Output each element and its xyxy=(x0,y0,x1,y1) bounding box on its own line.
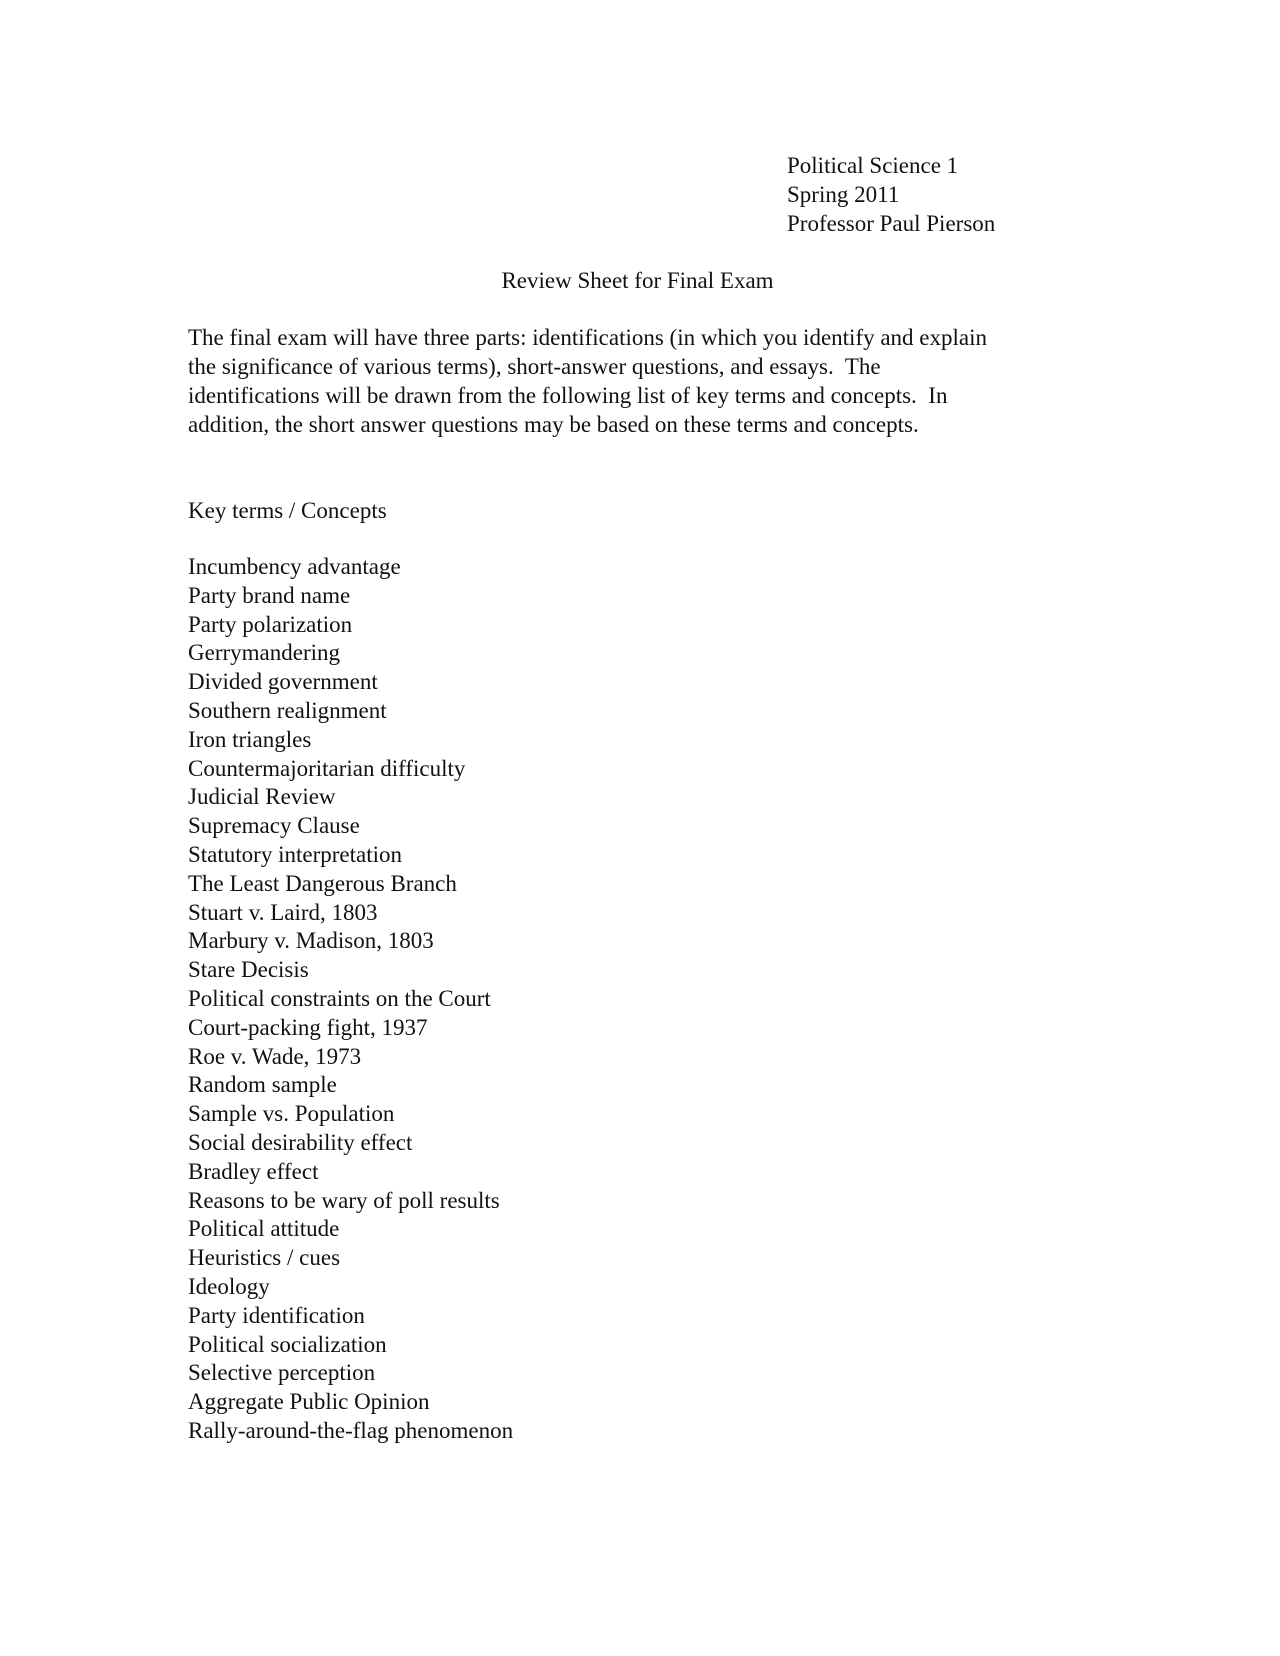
key-term-item: Party polarization xyxy=(188,611,353,637)
key-term-item: Party identification xyxy=(188,1302,365,1328)
key-term-item: Social desirability effect xyxy=(188,1129,413,1155)
key-term-item: Aggregate Public Opinion xyxy=(188,1389,430,1415)
key-term-item: Incumbency advantage xyxy=(188,554,401,579)
intro-line: the significance of various terms), short-answer questions, and essays. The xyxy=(188,354,881,379)
key-term-item: Stuart v. Laird, 1803 xyxy=(188,899,378,925)
key-term-item: Divided government xyxy=(188,669,378,695)
key-terms-heading: Key terms / Concepts xyxy=(188,498,387,523)
key-term-item: Judicial Review xyxy=(188,784,336,810)
key-term-item: Party brand name xyxy=(188,582,351,608)
course-name: Political Science 1 xyxy=(787,153,959,178)
course-header xyxy=(787,151,995,238)
key-term-item: The Least Dangerous Branch xyxy=(188,870,457,896)
key-term-item: Political socialization xyxy=(188,1331,387,1357)
key-term-item: Ideology xyxy=(188,1273,270,1299)
key-term-item: Rally-around-the-flag phenomenon xyxy=(188,1417,514,1443)
key-term-item: Random sample xyxy=(188,1072,337,1098)
key-term-item: Stare Decisis xyxy=(188,957,309,983)
key-term-item: Supremacy Clause xyxy=(188,813,360,839)
key-term-item: Political attitude xyxy=(188,1216,340,1242)
document-title: Review Sheet for Final Exam xyxy=(501,268,774,293)
key-term-item: Court-packing fight, 1937 xyxy=(188,1014,428,1040)
key-term-item: Countermajoritarian difficulty xyxy=(188,755,466,781)
key-term-item: Southern realignment xyxy=(188,697,387,723)
course-term: Spring 2011 xyxy=(787,182,900,207)
key-term-item: Heuristics / cues xyxy=(188,1245,341,1271)
key-terms-list xyxy=(188,553,513,1446)
key-term-item: Gerrymandering xyxy=(188,640,340,666)
key-term-item: Iron triangles xyxy=(188,726,312,752)
key-term-item: Selective perception xyxy=(188,1360,376,1386)
intro-line: identifications will be drawn from the following list of key terms and concepts. In xyxy=(188,383,948,408)
intro-line: addition, the short answer questions may be based on these terms and concepts. xyxy=(188,412,919,437)
key-term-item: Sample vs. Population xyxy=(188,1101,395,1127)
course-professor: Professor Paul Pierson xyxy=(787,211,996,236)
key-term-item: Statutory interpretation xyxy=(188,841,402,867)
key-term-item: Bradley effect xyxy=(188,1158,319,1184)
intro-line: The final exam will have three parts: identifications (in which you identify and explain xyxy=(188,325,988,350)
intro-paragraph xyxy=(188,323,1088,439)
key-term-item: Marbury v. Madison, 1803 xyxy=(188,928,434,954)
key-term-item: Reasons to be wary of poll results xyxy=(188,1187,500,1213)
key-term-item: Roe v. Wade, 1973 xyxy=(188,1043,362,1069)
key-term-item: Political constraints on the Court xyxy=(188,985,491,1011)
